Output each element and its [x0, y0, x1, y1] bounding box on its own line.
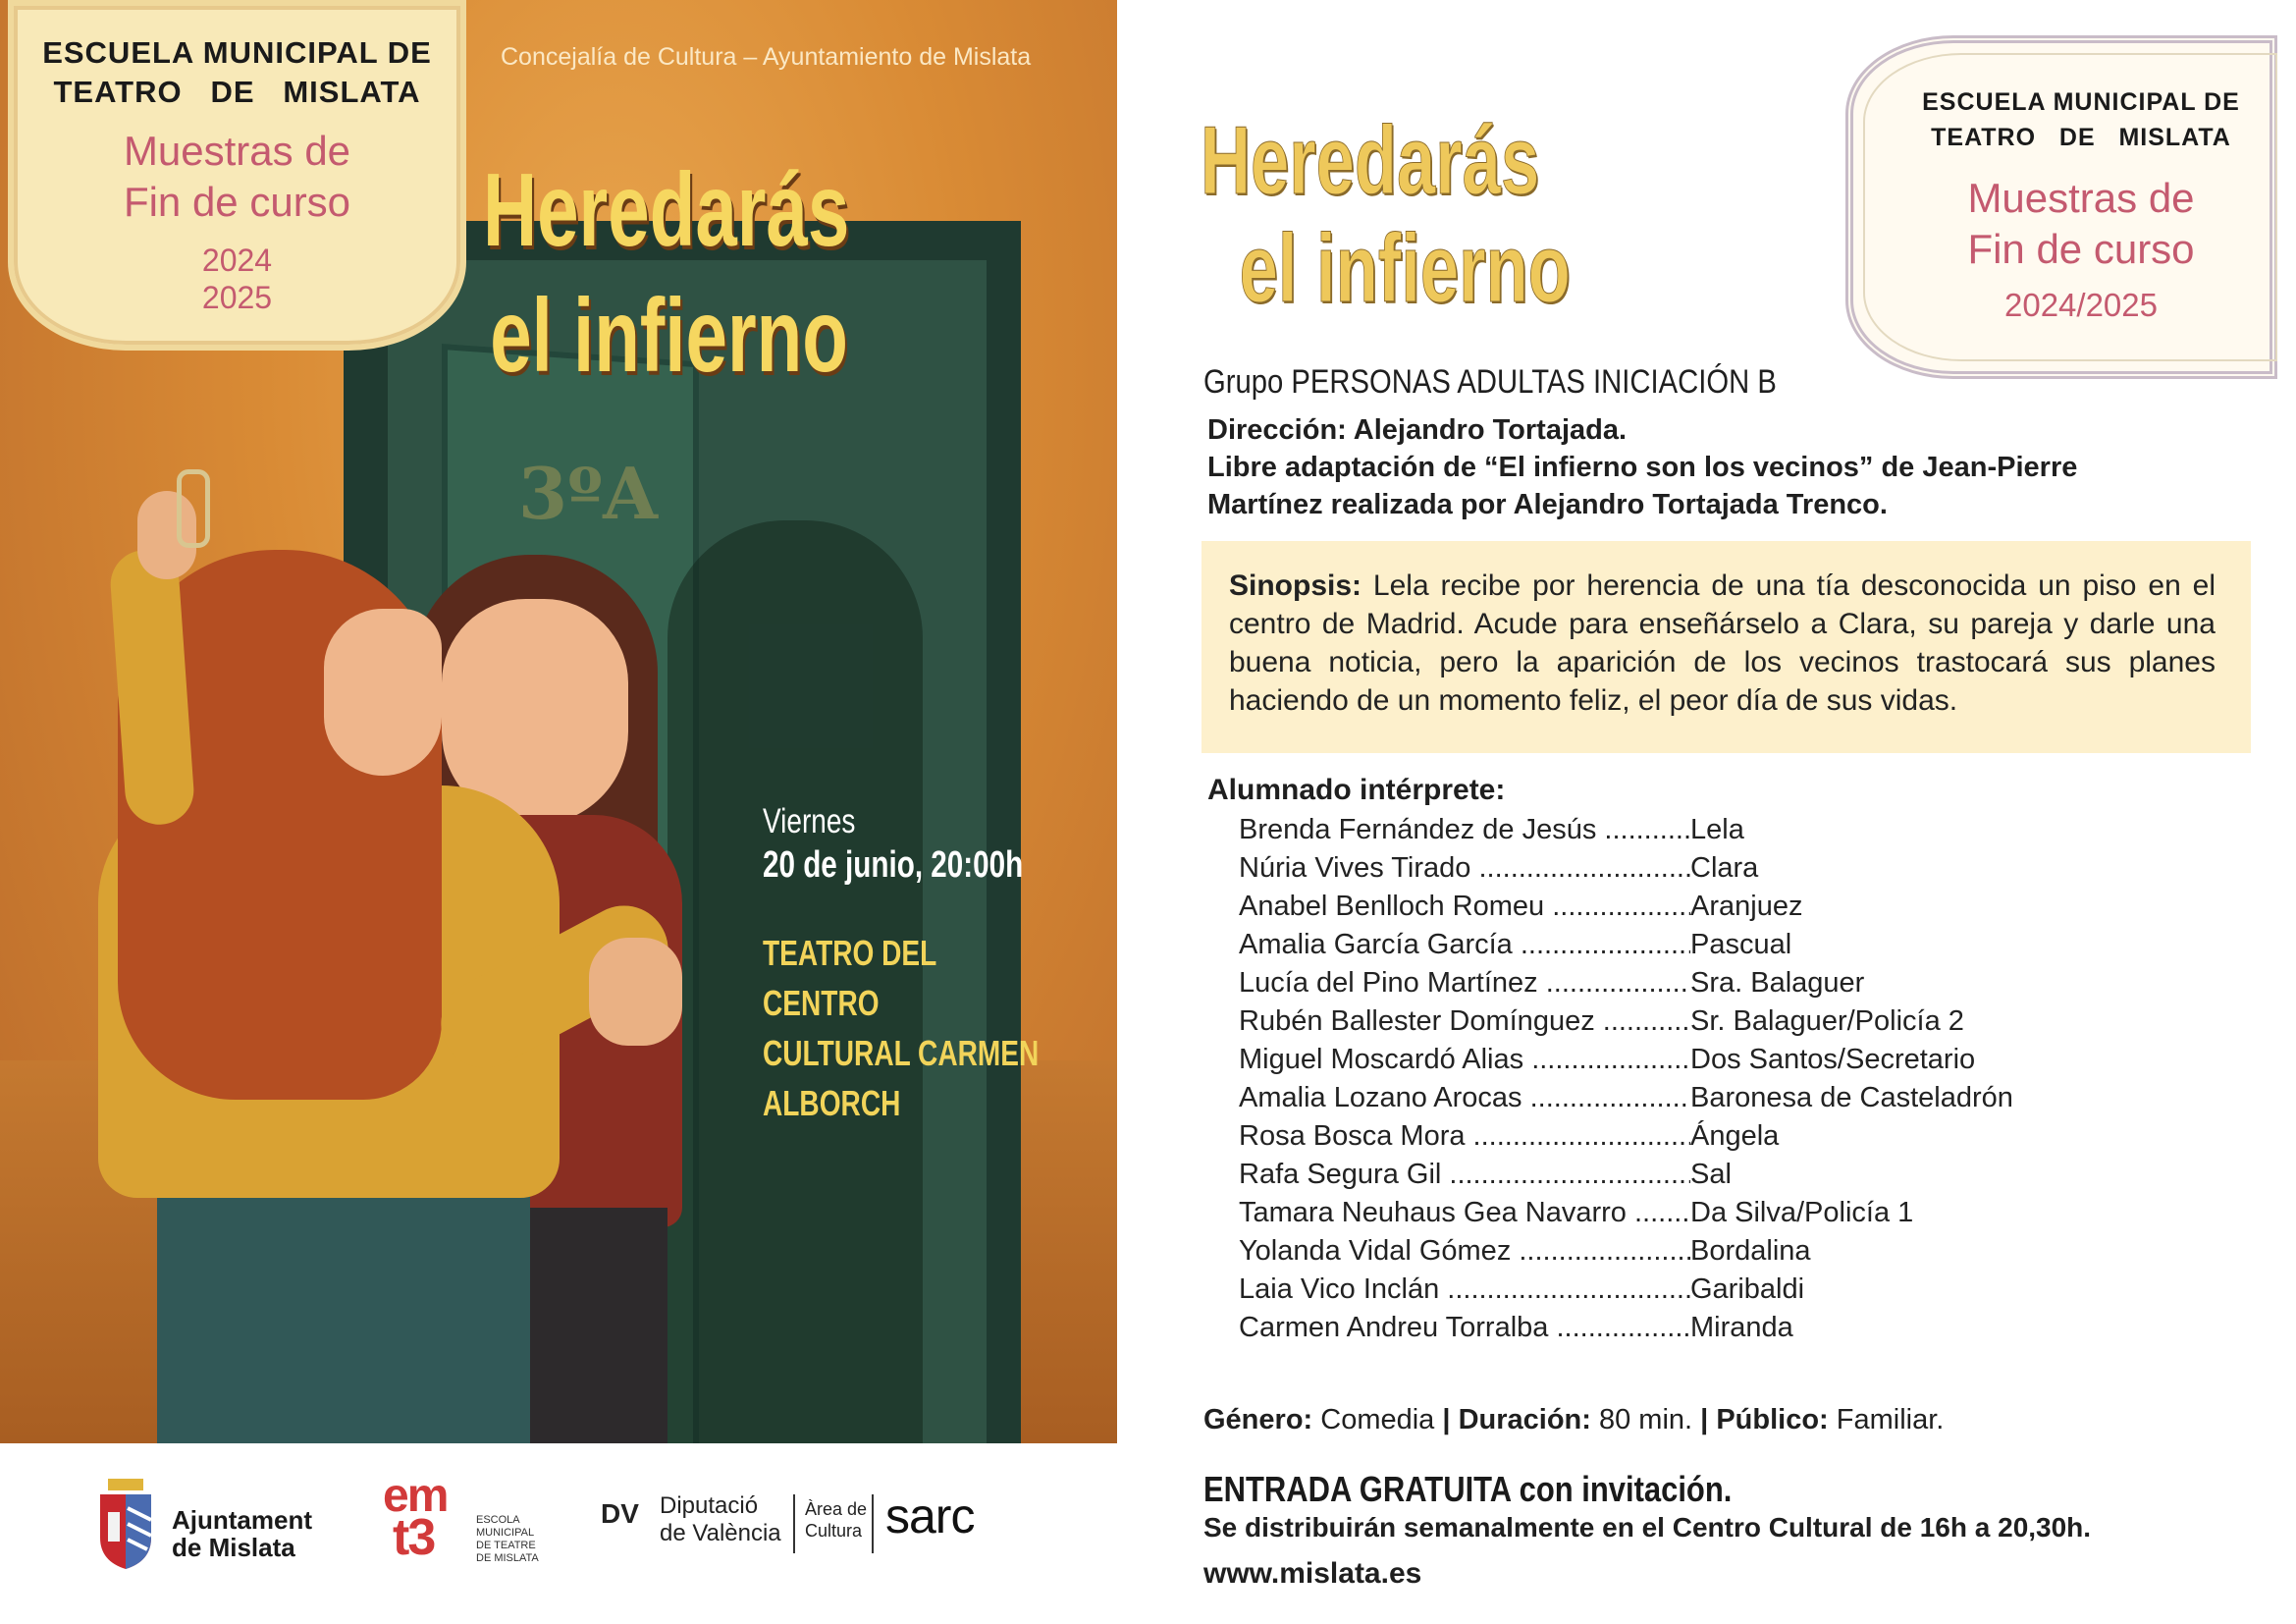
- cast-role: Bordalina: [1690, 1235, 1811, 1267]
- cast-actor: Tamara Neuhaus Gea Navarro .....: [1239, 1194, 1690, 1232]
- cast-actor: Laia Vico Inclán .....: [1239, 1271, 1690, 1309]
- diputacio-logo: [601, 1483, 1052, 1571]
- website-link[interactable]: www.mislata.es: [1203, 1557, 1422, 1590]
- cast-row: [1239, 926, 2122, 964]
- program-title: [1201, 106, 1571, 322]
- cast-role: Aranjuez: [1690, 891, 1803, 922]
- muestras-label: [14, 126, 460, 228]
- poster-illustration: [0, 0, 1117, 1443]
- ajuntament-text: [172, 1506, 312, 1561]
- distribution-info: Se distribuirán semanalmente en el Centro Cultural de 16h a 20,30h.: [1203, 1512, 2092, 1543]
- course-years: [14, 242, 460, 316]
- concejalia-text: Concejalía de Cultura – Ayuntamiento de Mislata: [501, 43, 1032, 71]
- badge-school-line1: ESCUELA MUNICIPAL DE: [1922, 88, 2240, 116]
- synopsis-text: Lela recibe por herencia de una tía desconocida un piso en el centro de Madrid. Acude para enseñárselo a Clara, su pareja y darle una buena noticia, pero la aparición de los vecinos trastocará sus planes haciendo de un momento feliz, el peor día de sus vidas.: [1229, 569, 2216, 717]
- divider: [872, 1494, 874, 1553]
- program-title-line2: el infierno: [1239, 214, 1571, 322]
- area-line2: Cultura: [805, 1521, 863, 1541]
- cast-role: Miranda: [1690, 1312, 1793, 1343]
- cast-actor: Yolanda Vidal Gómez .....: [1239, 1232, 1690, 1271]
- separator: |: [1700, 1404, 1709, 1435]
- cast-list: [1239, 811, 2122, 1347]
- keys-icon: [177, 469, 210, 548]
- event-date: 20 de junio, 20:00h: [763, 844, 1024, 886]
- cast-row: [1239, 1309, 2122, 1347]
- badge-muestras: [1904, 173, 2258, 275]
- adaptation-line1: Libre adaptación de “El infierno son los vecinos” de Jean-Pierre: [1207, 452, 2078, 483]
- muestras-line1: Muestras de: [123, 128, 351, 174]
- genre-value: Comedia: [1320, 1404, 1435, 1435]
- badge-school-name: [1914, 84, 2248, 155]
- cast-row: [1239, 888, 2122, 926]
- venue-line1: TEATRO DEL CENTRO: [763, 933, 936, 1023]
- genre-label: Género:: [1203, 1404, 1313, 1435]
- program-school-badge: [1845, 35, 2277, 379]
- ajuntament-mislata-logo: [98, 1477, 353, 1575]
- area-line1: Àrea de: [805, 1499, 868, 1519]
- sarc-logo: sarc: [885, 1489, 975, 1543]
- cast-role: Lela: [1690, 814, 1744, 845]
- synopsis-label: Sinopsis:: [1229, 569, 1362, 602]
- cast-row: [1239, 964, 2122, 1002]
- public-label: Público:: [1716, 1404, 1829, 1435]
- poster-title-line1: Heredarás: [483, 152, 850, 268]
- group-name: Grupo PERSONAS ADULTAS INICIACIÓN B: [1203, 363, 1777, 401]
- door-number: 3ºA: [518, 452, 658, 535]
- diputacio-line1: Diputació: [660, 1492, 759, 1519]
- show-info: [1203, 1404, 1944, 1436]
- ajuntament-line2: de Mislata: [172, 1533, 295, 1562]
- poster-title-line2: el infierno: [490, 278, 848, 394]
- cast-role: Clara: [1690, 852, 1759, 884]
- cast-row: [1239, 1079, 2122, 1117]
- cast-row: [1239, 1041, 2122, 1079]
- cast-role: Dos Santos/Secretario: [1690, 1044, 1976, 1075]
- diputacio-text: [660, 1492, 781, 1547]
- poster-title: [483, 147, 849, 399]
- free-entry: ENTRADA GRATUITA con invitación.: [1203, 1469, 1733, 1509]
- emt-logo: [383, 1470, 550, 1581]
- emt-top: em: [383, 1470, 448, 1522]
- school-name: [14, 33, 460, 112]
- event-day: Viernes: [763, 802, 856, 840]
- separator: |: [1442, 1404, 1451, 1435]
- area-cultura-text: [805, 1498, 867, 1542]
- cast-actor: Núria Vives Tirado .....: [1239, 849, 1690, 888]
- cast-actor: Brenda Fernández de Jesús .....: [1239, 811, 1690, 849]
- venue-line3: ALBORCH: [763, 1083, 901, 1123]
- cast-row: [1239, 1271, 2122, 1309]
- cast-row: [1239, 1002, 2122, 1041]
- cast-heading: Alumnado intérprete:: [1207, 774, 1506, 806]
- year-start: 2024: [201, 243, 273, 278]
- cast-actor: Anabel Benlloch Romeu .....: [1239, 888, 1690, 926]
- year-end: 2025: [201, 280, 273, 315]
- cast-row: [1239, 1117, 2122, 1156]
- dv-mark-icon: DV: [601, 1498, 639, 1529]
- emt-small-text: ESCOLA MUNICIPAL DE TEATRE DE MISLATA: [476, 1514, 539, 1564]
- event-venue: [763, 928, 1040, 1128]
- lela-hug-hand: [589, 938, 682, 1046]
- cast-actor: Amalia Lozano Arocas .....: [1239, 1079, 1690, 1117]
- mislata-shield-icon: [98, 1479, 153, 1569]
- emt-bottom: t3: [393, 1509, 435, 1566]
- cast-role: Sr. Balaguer/Policía 2: [1690, 1005, 1964, 1037]
- program-title-line1: Heredarás: [1201, 106, 1540, 214]
- duration-label: Duración:: [1458, 1404, 1591, 1435]
- venue-line2: CULTURAL CARMEN: [763, 1033, 1040, 1073]
- cast-actor: Carmen Andreu Torralba .....: [1239, 1309, 1690, 1347]
- cast-actor: Rosa Bosca Mora .....: [1239, 1117, 1690, 1156]
- ajuntament-line1: Ajuntament: [172, 1505, 312, 1535]
- cast-actor: Lucía del Pino Martínez .....: [1239, 964, 1690, 1002]
- adaptation-line2: Martínez realizada por Alejandro Tortajada Trenco.: [1207, 489, 1888, 520]
- cast-row: [1239, 1232, 2122, 1271]
- school-badge: [8, 0, 466, 351]
- cast-role: Garibaldi: [1690, 1273, 1805, 1305]
- credits: [1207, 411, 2077, 523]
- cast-row: [1239, 1194, 2122, 1232]
- direction-line: Dirección: Alejandro Tortajada.: [1207, 414, 1628, 446]
- divider: [793, 1494, 795, 1553]
- lela-face: [324, 609, 442, 776]
- cast-role: Sra. Balaguer: [1690, 967, 1865, 999]
- badge-muestras-line1: Muestras de: [1967, 175, 2195, 221]
- cast-actor: Rafa Segura Gil .....: [1239, 1156, 1690, 1194]
- event-datetime: [763, 800, 1096, 887]
- cast-role: Pascual: [1690, 929, 1792, 960]
- synopsis-box: [1201, 541, 2251, 753]
- diputacio-line2: de València: [660, 1520, 781, 1546]
- school-name-line1: ESCUELA MUNICIPAL DE: [42, 35, 432, 70]
- cast-role: Da Silva/Policía 1: [1690, 1197, 1914, 1228]
- cast-actor: Miguel Moscardó Alias .....: [1239, 1041, 1690, 1079]
- cast-row: [1239, 811, 2122, 849]
- cast-role: Sal: [1690, 1159, 1732, 1190]
- duration-value: 80 min.: [1598, 1404, 1693, 1435]
- badge-school-line2: TEATRO DE MISLATA: [1931, 124, 2231, 151]
- cast-role: Baronesa de Casteladrón: [1690, 1082, 2013, 1113]
- school-name-line2: TEATRO DE MISLATA: [53, 75, 421, 109]
- public-value: Familiar.: [1836, 1404, 1945, 1435]
- cast-role: Ángela: [1690, 1120, 1780, 1152]
- badge-years: 2024/2025: [2004, 287, 2158, 323]
- badge-muestras-line2: Fin de curso: [1967, 226, 2195, 272]
- sponsor-logos: [0, 1443, 1117, 1624]
- muestras-line2: Fin de curso: [123, 179, 351, 225]
- cast-row: [1239, 849, 2122, 888]
- cast-row: [1239, 1156, 2122, 1194]
- cast-actor: Rubén Ballester Domínguez .....: [1239, 1002, 1690, 1041]
- cast-actor: Amalia García García .....: [1239, 926, 1690, 964]
